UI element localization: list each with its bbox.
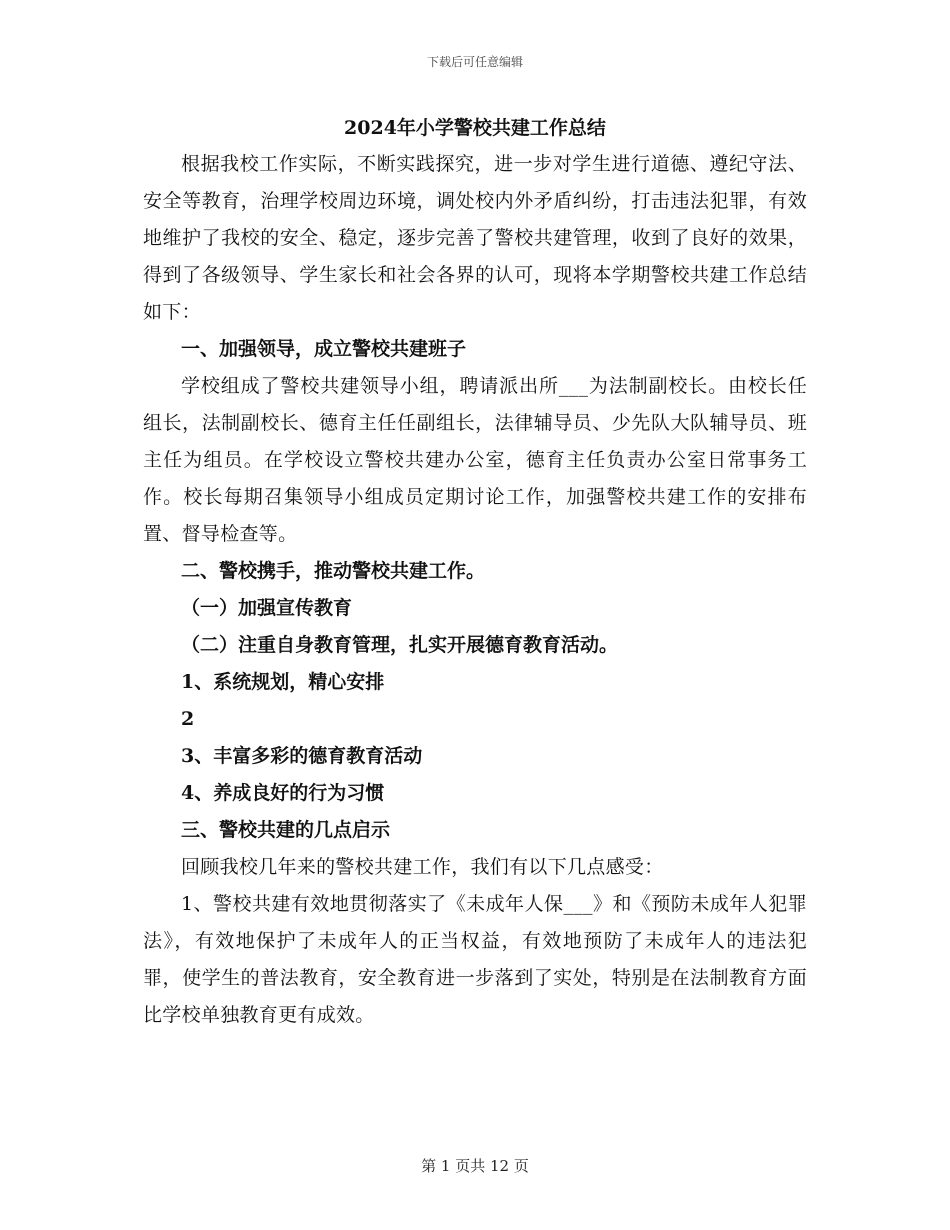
page-footer: 第 1 页共 12 页 [421,1157,529,1175]
section-heading: 3、丰富多彩的德育教育活动 [181,745,423,767]
header-note: 下载后可任意编辑 [426,55,523,69]
section-heading: 2 [181,708,195,730]
paragraph: 根据我校工作实际，不断实践探究，进一步对学生进行道德、遵纪守法、安全等教育，治理学校周边环境，调处校内外矛盾纠纷，打击违法犯罪，有效地维护了我校的安全、稳定，逐步完善了警校共建管理，收到了良好的效果，得到了各级领导、学生家长和社会各界的认可，现将本学期警校共建工作总结如下： [143,153,807,323]
paragraph: 回顾我校几年来的警校共建工作，我们有以下几点感受： [181,856,664,878]
paragraph: 1、警校共建有效地贯彻落实了《未成年人保___》和《预防未成年人犯罪法》，有效地保护了未成年人的正当权益，有效地预防了未成年人的违法犯罪，使学生的普法教育，安全教育进一步落到了实处，特别是在法制教育方面比学校单独教育更有成效。 [143,893,807,1026]
section-heading: 1、系统规划，精心安排 [181,671,385,693]
section-heading: 一、加强领导，成立警校共建班子 [181,338,467,360]
paragraph: 学校组成了警校共建领导小组，聘请派出所___为法制副校长。由校长任组长，法制副校长、德育主任任副组长，法律辅导员、少先队大队辅导员、班主任为组员。在学校设立警校共建办公室，德育主任负责办公室日常事务工作。校长每期召集领导小组成员定期讨论工作，加强警校共建工作的安排布置、督导检查等。 [143,375,807,545]
section-heading: 三、警校共建的几点启示 [181,819,391,841]
section-heading: （一）加强宣传教育 [181,597,353,619]
document-title: 2024年小学警校共建工作总结 [344,117,606,139]
section-heading: （二）注重自身教育管理，扎实开展德育教育活动。 [181,634,619,656]
document-body [143,112,807,1034]
section-heading: 二、警校携手，推动警校共建工作。 [181,560,486,582]
section-heading: 4、养成良好的行为习惯 [181,782,385,804]
document-blocks [143,146,807,1034]
